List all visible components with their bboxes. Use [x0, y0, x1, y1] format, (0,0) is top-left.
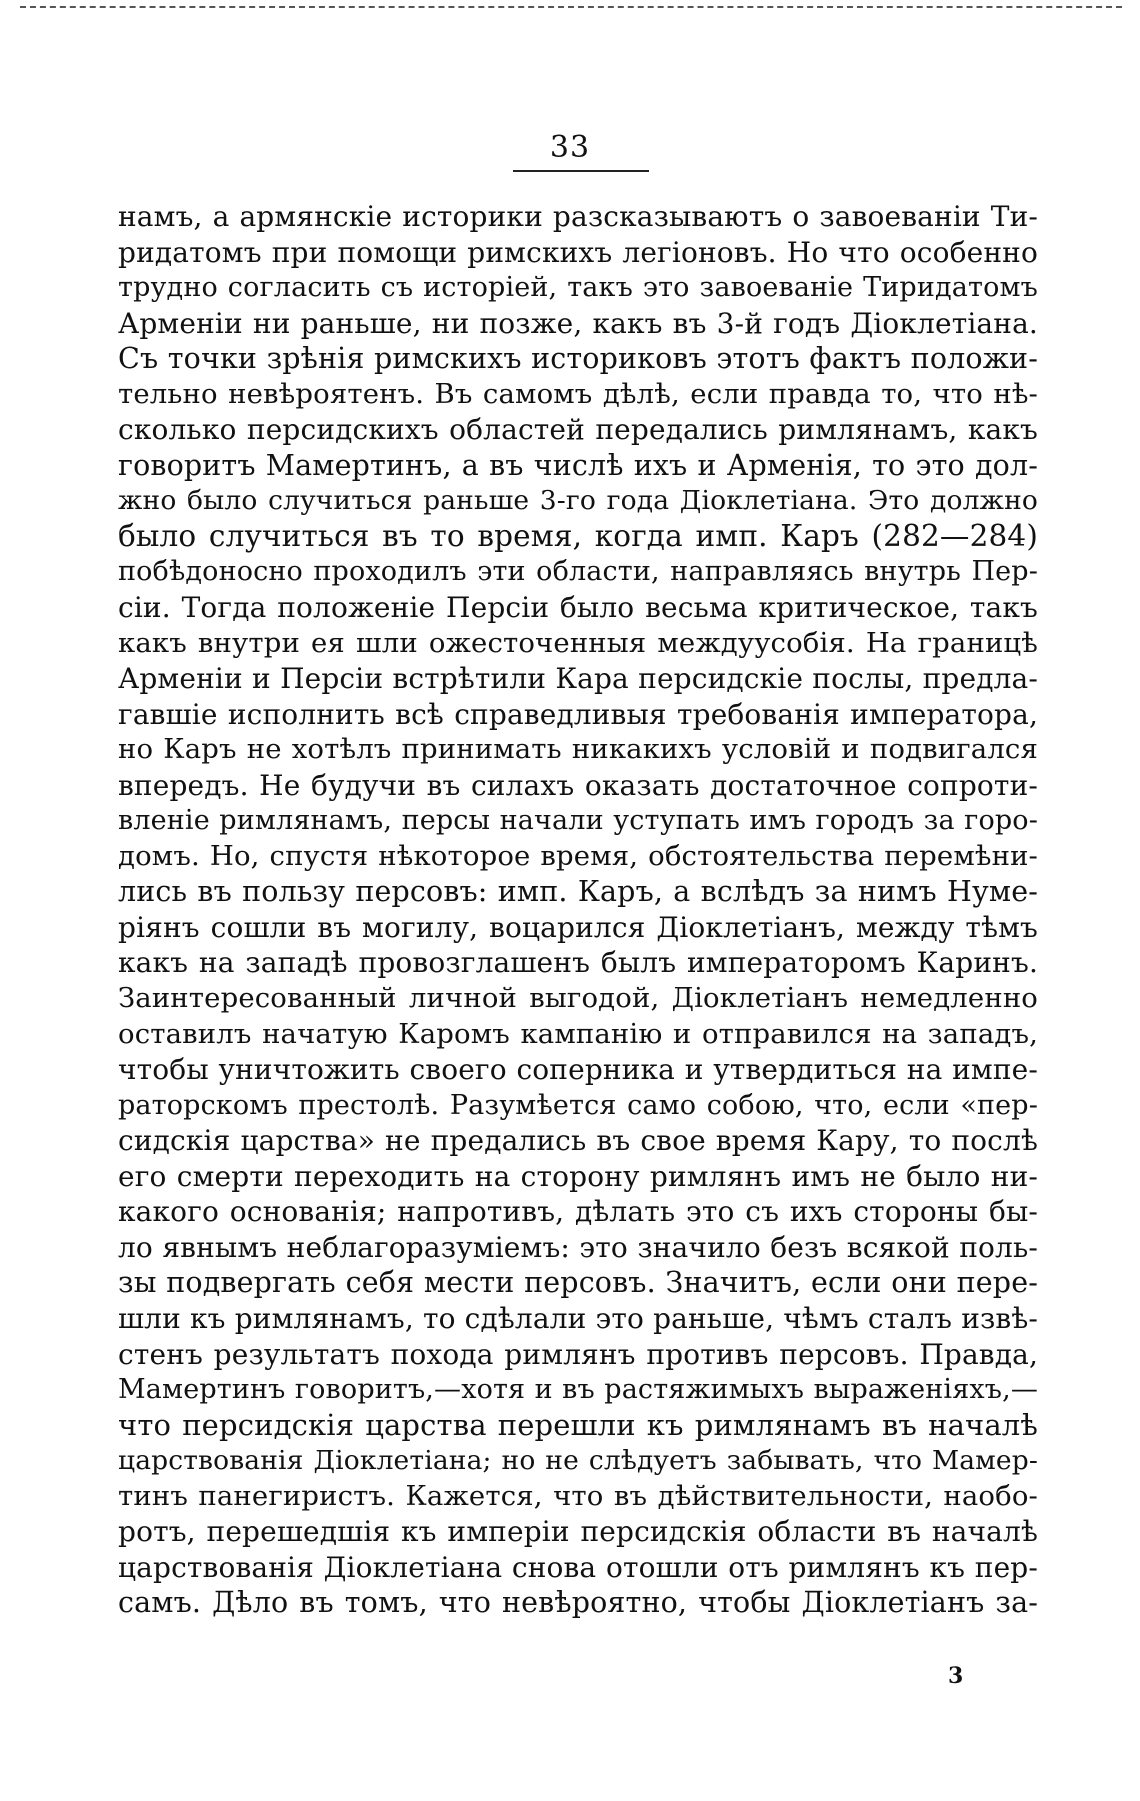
signature-mark: 3 — [948, 1663, 964, 1689]
text-line: ріянъ сошли въ могилу, воцарился Діоклетіанъ, между тѣмъ — [118, 910, 1038, 944]
text-line: говоритъ Мамертинъ, а въ числѣ ихъ и Арменія, то это дол- — [118, 448, 1038, 482]
text-line: оставилъ начатую Каромъ кампанію и отправился на западъ, — [118, 1017, 1038, 1050]
text-line: раторскомъ престолѣ. Разумѣется само собою, что, если «пер- — [118, 1089, 1038, 1121]
text-line: домъ. Но, спустя нѣкоторое время, обстоятельства перемѣни- — [118, 839, 1038, 872]
text-line: Съ точки зрѣнія римскихъ историковъ этотъ фактъ положи- — [118, 342, 1038, 376]
text-line: сіи. Тогда положеніе Персіи было весьма критическое, такъ — [118, 591, 1038, 625]
text-line: тельно невѣроятенъ. Въ самомъ дѣлѣ, если правда то, что нѣ- — [118, 377, 1038, 410]
text-line: какъ внутри ея шли ожесточенныя междуусобія. На границѣ — [118, 626, 1038, 659]
text-line: чтобы уничтожить своего соперника и утвердиться на импе- — [118, 1053, 1038, 1087]
text-line: зы подвергать себя мести персовъ. Значитъ, если они пере- — [118, 1266, 1038, 1300]
page-number: 33 — [549, 130, 591, 165]
text-line: стенъ результатъ похода римлянъ противъ персовъ. Правда, — [118, 1337, 1038, 1371]
text-line: жно было случиться раньше 3-го года Діоклетіана. Это должно — [118, 485, 1038, 517]
text-line: его смерти переходить на сторону римлянъ имъ не было ни- — [118, 1159, 1038, 1193]
text-line: Арменіи ни раньше, ни позже, какъ въ 3-й годъ Діоклетіана. — [118, 306, 1038, 340]
text-line: ло явнымъ неблагоразуміемъ: это значило безъ всякой поль- — [118, 1230, 1038, 1264]
text-line: Арменіи и Персіи встрѣтили Кара персидскіе послы, предла- — [118, 662, 1038, 696]
text-line: тинъ панегиристъ. Кажется, что въ дѣйствительности, наобо- — [118, 1479, 1038, 1512]
text-line: что персидскія царства перешли къ римлянамъ въ началѣ — [118, 1407, 1038, 1442]
text-line: какъ на западѣ провозглашенъ былъ императоромъ Каринъ. — [118, 946, 1038, 980]
text-line: Мамертинъ говоритъ,—хотя и въ растяжимыхъ выраженіяхъ,— — [118, 1374, 1038, 1406]
text-line: лись въ пользу персовъ: имп. Каръ, а вслѣдъ за нимъ Нуме- — [118, 875, 1038, 909]
text-line: царствованія Діоклетіана снова отошли отъ римлянъ къ пер- — [118, 1550, 1038, 1584]
text-line: побѣдоносно проходилъ эти области, направляясь внутрь Пер- — [118, 556, 1038, 588]
text-line: но Каръ не хотѣлъ принимать никакихъ условій и подвигался — [118, 733, 1038, 766]
text-line: сидскія царства» не предались въ свое время Кару, то послѣ — [118, 1124, 1038, 1158]
text-line: Заинтересованный личной выгодой, Діоклетіанъ немедленно — [118, 982, 1038, 1015]
text-line: шли къ римлянамъ, то сдѣлали это раньше, чѣмъ сталъ извѣ- — [118, 1301, 1038, 1335]
page-number-underline — [513, 170, 649, 172]
text-line: сколько персидскихъ областей передались римлянамъ, какъ — [118, 413, 1038, 447]
text-line: трудно согласить съ исторіей, такъ это завоеваніе Тиридатомъ — [118, 272, 1038, 304]
text-line: было случиться въ то время, когда имп. Каръ (282—284) — [118, 518, 1038, 553]
text-line: гавшіе исполнить всѣ справедливыя требованія императора, — [118, 697, 1038, 731]
text-line: какого основанія; напротивъ, дѣлать это съ ихъ стороны бы- — [118, 1195, 1038, 1229]
text-line: ротъ, перешедшія къ имперіи персидскія области въ началѣ — [118, 1515, 1038, 1549]
body-text — [118, 199, 1038, 1621]
text-line: царствованія Діоклетіана; но не слѣдуетъ забывать, что Мамер- — [118, 1445, 1038, 1477]
top-scan-rule — [20, 6, 1122, 11]
text-line: намъ, а армянскіе историки разсказываютъ о завоеваніи Ти- — [118, 200, 1038, 233]
text-line: ридатомъ при помощи римскихъ легіоновъ. Но что особенно — [118, 235, 1038, 269]
text-line: вленіе римлянамъ, персы начали уступать имъ городъ за горо- — [118, 805, 1038, 837]
text-line: самъ. Дѣло въ томъ, что невѣроятно, чтобы Діоклетіанъ за- — [118, 1586, 1038, 1620]
text-line: впередъ. Не будучи въ силахъ оказать достаточное сопроти- — [118, 768, 1038, 802]
